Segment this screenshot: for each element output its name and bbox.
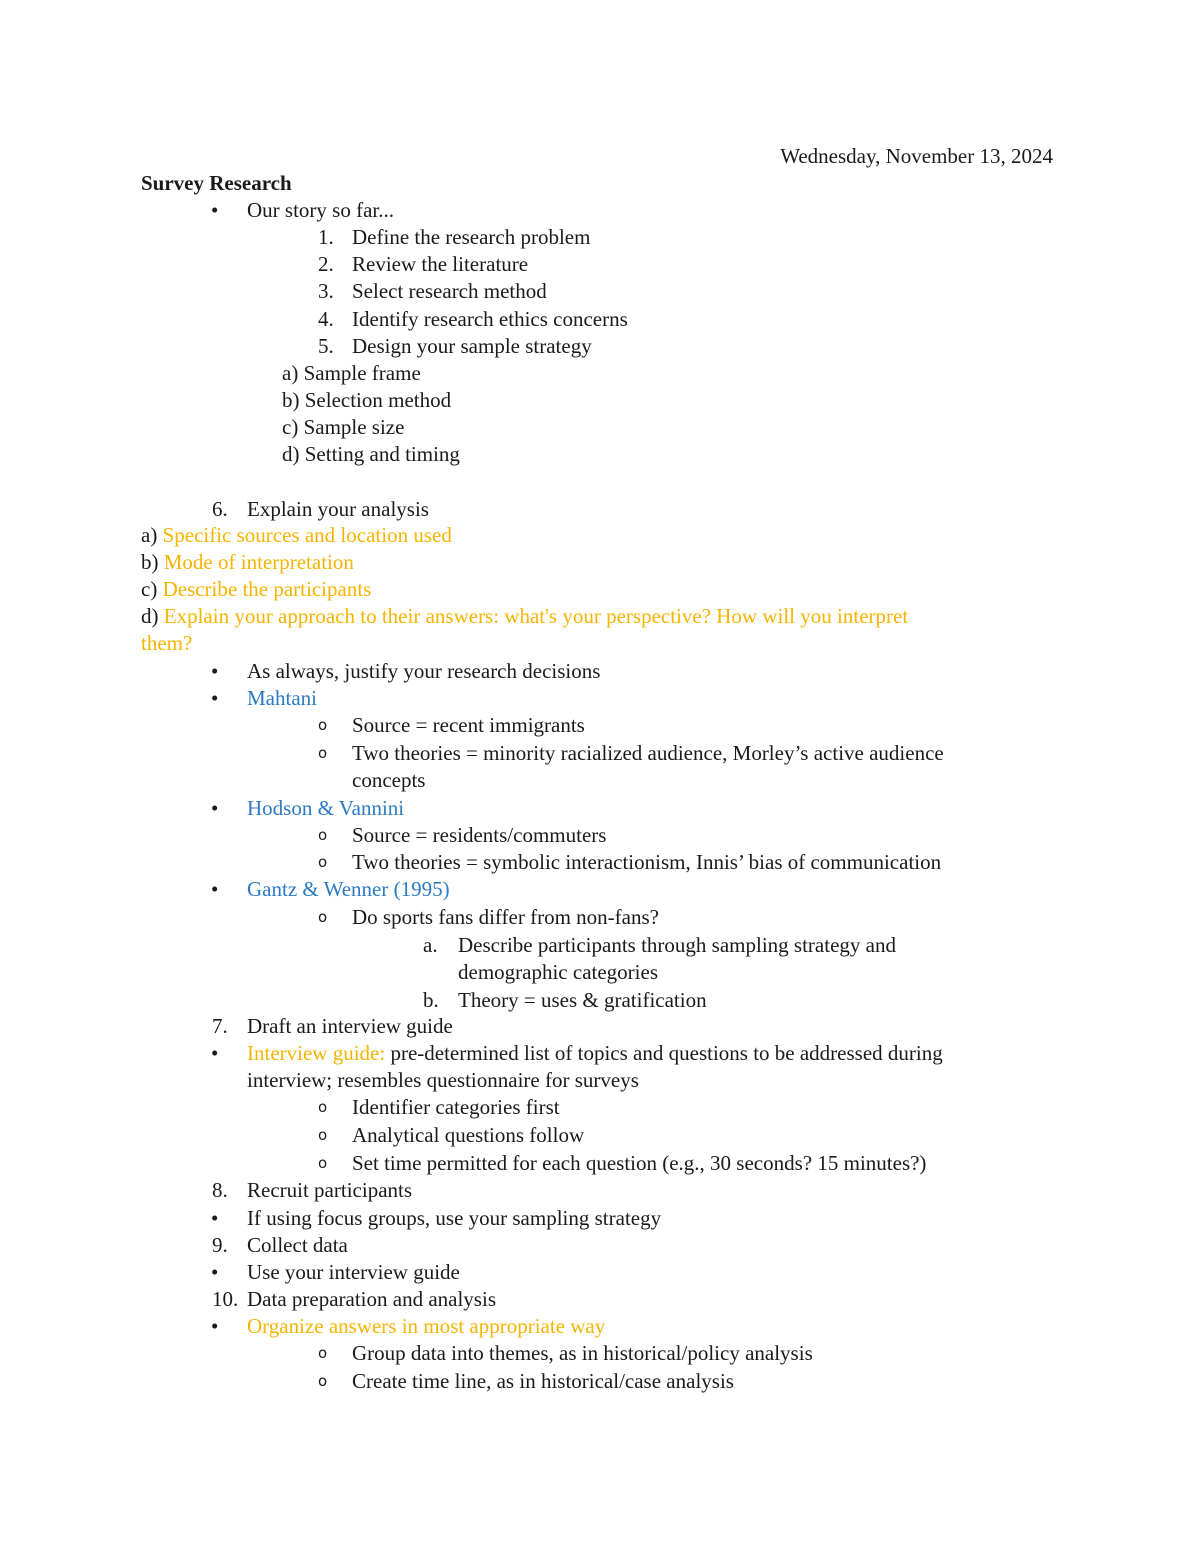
step-item: Review the literature — [352, 252, 529, 276]
step-item: Explain your analysis — [247, 497, 429, 521]
sample-subitem: d) Setting and timing — [282, 442, 460, 466]
author-hodson-vannini: Hodson & Vannini — [247, 796, 405, 820]
circle-marker: o — [318, 1344, 328, 1362]
subitem-text: Explain your approach to their answers: what's your perspective? How will you interpret — [163, 604, 909, 628]
subitem-text: Mode of interpretation — [163, 550, 354, 574]
sample-subitem: a) Sample frame — [282, 361, 421, 385]
step-number: 8. — [212, 1178, 228, 1202]
bullet-marker — [211, 795, 218, 822]
bullet-marker — [211, 1040, 218, 1067]
guide-item: Set time permitted for each question (e.g., 30 seconds? 15 minutes?) — [352, 1151, 927, 1175]
use-guide-bullet: Use your interview guide — [247, 1260, 460, 1284]
step-number: 2. — [318, 252, 334, 276]
circle-marker: o — [318, 744, 328, 762]
subitem-text: Specific sources and location used — [162, 523, 452, 547]
step-number: 7. — [212, 1014, 228, 1038]
letter-marker: b. — [423, 988, 439, 1012]
focus-bullet: If using focus groups, use your sampling strategy — [247, 1206, 662, 1230]
step-item: Data preparation and analysis — [247, 1287, 496, 1311]
interview-guide-definition — [247, 1040, 943, 1067]
gantz-subitem: Theory = uses & gratification — [458, 988, 707, 1012]
subitem-text: Describe the participants — [162, 577, 372, 601]
circle-marker: o — [318, 716, 328, 734]
analysis-subitem-continued: them? — [141, 631, 193, 655]
analysis-subitem — [141, 603, 908, 630]
step-number: 1. — [318, 225, 334, 249]
organize-item: Create time line, as in historical/case analysis — [352, 1369, 734, 1393]
step-item: Define the research problem — [352, 225, 591, 249]
step-item: Select research method — [352, 279, 547, 303]
subitem-letter: b) — [141, 550, 164, 574]
step-number: 3. — [318, 279, 334, 303]
hodson-item: Source = residents/commuters — [352, 823, 607, 847]
author-gantz-wenner: Gantz & Wenner (1995) — [247, 877, 450, 901]
step-number: 10. — [212, 1287, 239, 1311]
letter-marker: a. — [423, 933, 438, 957]
gantz-question: Do sports fans differ from non-fans? — [352, 905, 659, 929]
circle-marker: o — [318, 1154, 328, 1172]
mahtani-item-continued: concepts — [352, 768, 426, 792]
bullet-marker — [211, 1205, 218, 1232]
date-header: Wednesday, November 13, 2024 — [780, 144, 1053, 168]
circle-marker: o — [318, 826, 328, 844]
circle-marker: o — [318, 1372, 328, 1390]
step-item: Recruit participants — [247, 1178, 413, 1202]
circle-marker: o — [318, 853, 328, 871]
guide-item: Analytical questions follow — [352, 1123, 585, 1147]
story-bullet: Our story so far... — [247, 198, 394, 222]
analysis-subitem — [141, 549, 354, 576]
analysis-subitem — [141, 522, 452, 549]
step-item: Design your sample strategy — [352, 334, 592, 358]
bullet-marker — [211, 876, 218, 903]
sample-subitem: c) Sample size — [282, 415, 405, 439]
step-number: 9. — [212, 1233, 228, 1257]
author-mahtani: Mahtani — [247, 686, 317, 710]
bullet-marker — [211, 1259, 218, 1286]
organize-bullet: Organize answers in most appropriate way — [247, 1314, 606, 1338]
step-item: Draft an interview guide — [247, 1014, 453, 1038]
guide-item: Identifier categories first — [352, 1095, 560, 1119]
analysis-subitem — [141, 576, 371, 603]
bullet-marker — [211, 1313, 218, 1340]
subitem-letter: d) — [141, 604, 164, 628]
sample-subitem: b) Selection method — [282, 388, 452, 412]
bullet-marker — [211, 685, 218, 712]
gantz-subitem: Describe participants through sampling strategy and — [458, 933, 896, 957]
step-number: 6. — [212, 497, 228, 521]
hodson-item: Two theories = symbolic interactionism, Innis’ bias of communication — [352, 850, 942, 874]
circle-marker: o — [318, 908, 328, 926]
gantz-subitem-continued: demographic categories — [458, 960, 658, 984]
mahtani-item: Two theories = minority racialized audience, Morley’s active audience — [352, 741, 944, 765]
bullet-marker — [211, 658, 218, 685]
mahtani-item: Source = recent immigrants — [352, 713, 585, 737]
interview-guide-def: pre-determined list of topics and questions to be addressed during — [385, 1041, 943, 1065]
step-item: Identify research ethics concerns — [352, 307, 628, 331]
step-number: 4. — [318, 307, 334, 331]
justify-bullet: As always, justify your research decisions — [247, 659, 601, 683]
circle-marker: o — [318, 1098, 328, 1116]
subitem-letter: c) — [141, 577, 163, 601]
interview-guide-def-continued: interview; resembles questionnaire for surveys — [247, 1068, 639, 1092]
interview-guide-term: Interview guide: — [247, 1041, 386, 1065]
organize-item: Group data into themes, as in historical/policy analysis — [352, 1341, 813, 1365]
step-number: 5. — [318, 334, 334, 358]
circle-marker: o — [318, 1126, 328, 1144]
subitem-letter: a) — [141, 523, 163, 547]
step-item: Collect data — [247, 1233, 348, 1257]
bullet-marker — [211, 197, 218, 224]
page-title: Survey Research — [141, 171, 292, 195]
